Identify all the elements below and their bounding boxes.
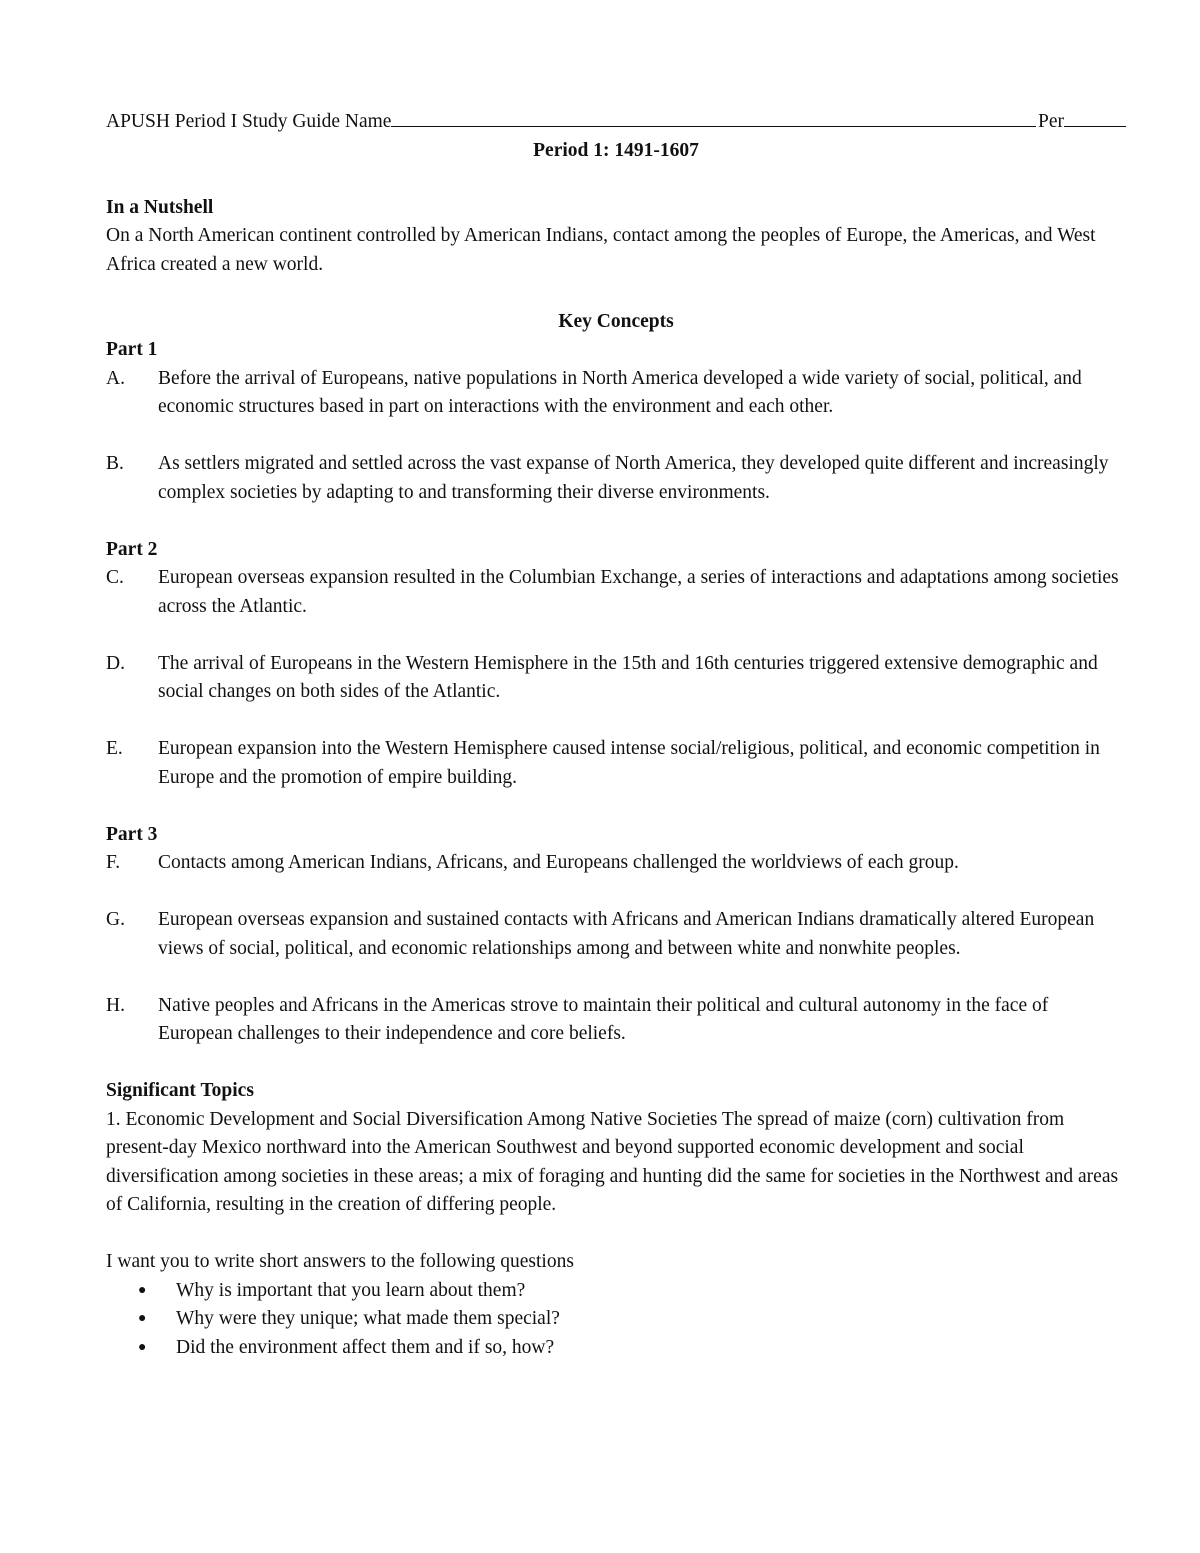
- concept-item-d: [106, 650, 1126, 707]
- spacer: [106, 792, 1126, 821]
- spacer: [106, 1220, 1126, 1249]
- bullet-icon: ●: [138, 1282, 147, 1298]
- concept-item-e: [106, 735, 1126, 792]
- key-concepts-heading: Key Concepts: [558, 310, 674, 332]
- concept-item-h: [106, 992, 1126, 1049]
- question-text: Why were they unique; what made them special?: [176, 1308, 560, 1329]
- per-blank-line: [1064, 106, 1126, 127]
- page-title: Period 1: 1491-1607: [533, 139, 699, 161]
- concept-text: Contacts among American Indians, Africans, and Europeans challenged the worldviews of each group.: [158, 852, 959, 873]
- concept-item-g: [106, 906, 1126, 963]
- concept-text: European overseas expansion and sustained contacts with Africans and American Indians dramatically altered European views of social, political, and economic relationships among and between white and nonwhite peoples.: [158, 909, 1095, 959]
- part-1-heading: Part 1: [106, 339, 158, 360]
- header-title-name-label: APUSH Period I Study Guide Name: [106, 111, 392, 132]
- significant-topics-text: 1. Economic Development and Social Diversification Among Native Societies The spread of maize (corn) cultivation from present-day Mexico northward into the American Southwest and beyond supported economic development and social diversification among societies in these areas; a mix of foraging and hunting did the same for societies in the Northwest and areas of California, resulting in the creation of differing people.: [106, 1108, 1119, 1215]
- concept-letter: F.: [106, 852, 121, 873]
- concept-letter: C.: [106, 567, 124, 588]
- concept-letter: A.: [106, 367, 125, 389]
- concept-item-b: [106, 450, 1126, 507]
- concept-text: As settlers migrated and settled across the vast expanse of North America, they developed quite different and increasingly complex societies by adapting to and transforming their diverse environments.: [158, 453, 1109, 503]
- part-3-heading: Part 3: [106, 823, 158, 845]
- bullet-icon: ●: [138, 1339, 147, 1355]
- concept-text: European expansion into the Western Hemisphere caused intense social/religious, political, and economic competition in Europe and the promotion of empire building.: [158, 738, 1100, 788]
- questions-list: [106, 1277, 1126, 1363]
- spacer: [106, 621, 1126, 650]
- significant-topics-heading: Significant Topics: [106, 1080, 254, 1101]
- list-item: [138, 1334, 1126, 1363]
- list-item: [138, 1277, 1126, 1306]
- concept-text: Before the arrival of Europeans, native populations in North America developed a wide variety of social, political, and economic structures based in part on interactions with the environment and each other.: [158, 367, 1082, 417]
- nutshell-heading: In a Nutshell: [106, 196, 214, 218]
- concept-item-f: [106, 849, 1126, 878]
- concept-item-a: [106, 365, 1126, 422]
- spacer: [106, 279, 1126, 308]
- concept-letter: H.: [106, 994, 125, 1016]
- document-content: [106, 106, 1126, 1362]
- part-2-heading: Part 2: [106, 538, 158, 560]
- concept-text: Native peoples and Africans in the Americas strove to maintain their political and cultural autonomy in the face of European challenges to their independence and core beliefs.: [158, 994, 1049, 1044]
- questions-intro: I want you to write short answers to the following questions: [106, 1251, 574, 1272]
- concept-letter: D.: [106, 652, 125, 674]
- concept-text: The arrival of Europeans in the Western Hemisphere in the 15th and 16th centuries triggered extensive demographic and social changes on both sides of the Atlantic.: [158, 652, 1098, 702]
- spacer: [106, 507, 1126, 536]
- spacer: [106, 963, 1126, 992]
- concept-item-c: [106, 564, 1126, 621]
- spacer: [106, 1049, 1126, 1078]
- question-text: Why is important that you learn about them?: [176, 1279, 526, 1301]
- concept-text: European overseas expansion resulted in the Columbian Exchange, a series of interactions and adaptations among societies across the Atlantic.: [158, 567, 1119, 617]
- question-text: Did the environment affect them and if so, how?: [176, 1336, 555, 1358]
- spacer: [106, 165, 1126, 194]
- concept-letter: B.: [106, 453, 124, 474]
- header-line: [106, 106, 1126, 137]
- spacer: [106, 707, 1126, 736]
- nutshell-text: On a North American continent controlled by American Indians, contact among the peoples of Europe, the Americas, and West Africa created a new world.: [106, 225, 1096, 275]
- name-blank-line: [391, 106, 1036, 127]
- spacer: [106, 878, 1126, 907]
- concept-letter: G.: [106, 909, 125, 930]
- concept-letter: E.: [106, 738, 123, 759]
- per-label: Per: [1038, 111, 1064, 132]
- bullet-icon: ●: [138, 1311, 147, 1326]
- list-item: [138, 1305, 1126, 1334]
- spacer: [106, 422, 1126, 451]
